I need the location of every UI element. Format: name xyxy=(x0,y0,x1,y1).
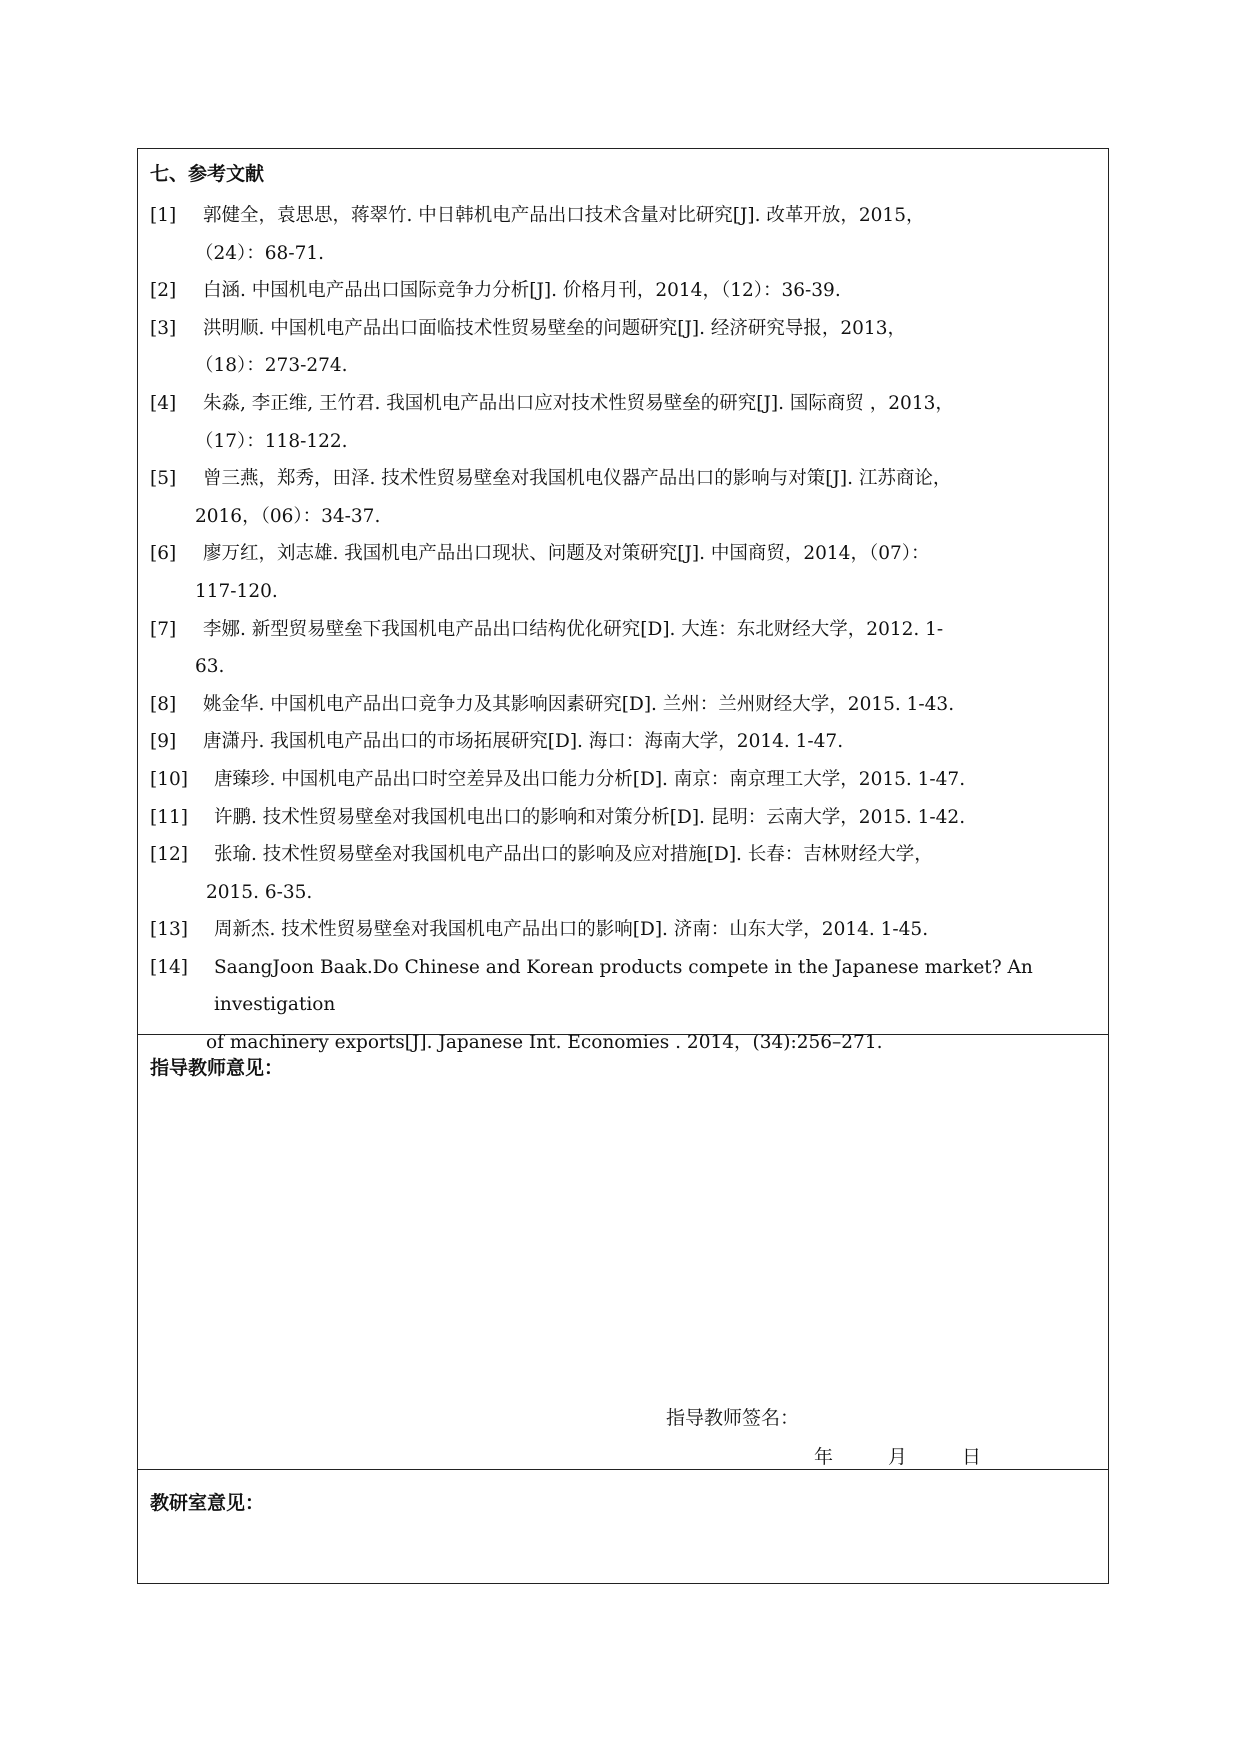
reference-number: [10] xyxy=(150,768,188,790)
reference-line-1: 李娜. 新型贸易壁垒下我国机电产品出口结构优化研究[D]. 大连：东北财经大学，2012. 1- xyxy=(203,618,944,640)
reference-line-1: 白涵. 中国机电产品出口国际竞争力分析[J]. 价格月刊，2014，（12）：36-39. xyxy=(203,280,841,302)
reference-line-1: 郭健全，袁思思，蒋翠竹. 中日韩机电产品出口技术含量对比研究[J]. 改革开放，2015， xyxy=(203,205,925,226)
reference-line-2: （17）：118-122. xyxy=(195,430,348,452)
reference-item xyxy=(150,723,1095,761)
reference-line-1: 廖万红，刘志雄. 我国机电产品出口现状、问题及对策研究[J]. 中国商贸，2014，（07）： xyxy=(203,543,930,565)
reference-text xyxy=(214,761,1095,799)
reference-number: [1] xyxy=(150,205,177,226)
reference-line-1: 曾三燕，郑秀，田泽. 技术性贸易壁垒对我国机电仪器产品出口的影响与对策[J]. 江苏商论， xyxy=(203,468,952,490)
reference-text xyxy=(203,723,1095,761)
reference-text xyxy=(195,611,1095,686)
reference-number: [11] xyxy=(150,806,188,828)
reference-line-2: （18）：273-274. xyxy=(195,355,348,377)
reference-line-1: 洪明顺. 中国机电产品出口面临技术性贸易壁垒的问题研究[J]. 经济研究导报，2013， xyxy=(203,317,906,339)
reference-number: [12] xyxy=(150,844,188,866)
references-list xyxy=(150,197,1095,1062)
references-section xyxy=(138,149,1108,1054)
reference-item xyxy=(150,799,1095,837)
reference-text xyxy=(203,272,1095,310)
reference-item xyxy=(150,310,1095,385)
reference-item xyxy=(150,535,1095,610)
reference-number: [13] xyxy=(150,919,188,941)
reference-number: [14] xyxy=(150,956,188,978)
form-frame xyxy=(137,148,1109,1584)
references-heading: 七、参考文献 xyxy=(150,163,265,185)
reference-line-1: 周新杰. 技术性贸易壁垒对我国机电产品出口的影响[D]. 济南：山东大学，2014. 1-45. xyxy=(214,919,929,941)
reference-item xyxy=(150,385,1095,460)
reference-line-2: 2015. 6-35. xyxy=(206,881,313,903)
day-label: 日 xyxy=(962,1446,982,1468)
reference-text xyxy=(195,385,1095,460)
reference-number: [5] xyxy=(150,468,177,490)
month-label: 月 xyxy=(888,1446,908,1468)
reference-item xyxy=(150,272,1095,310)
reference-line-2: 63. xyxy=(195,656,225,678)
reference-item xyxy=(150,911,1095,949)
reference-line-1: 唐潇丹. 我国机电产品出口的市场拓展研究[D]. 海口：海南大学，2014. 1-47. xyxy=(203,731,844,753)
reference-line-1: SaangJoon Baak.Do Chinese and Korean products compete in the Japanese market? An investigation xyxy=(214,956,1033,1016)
reference-number: [2] xyxy=(150,280,177,302)
reference-item xyxy=(150,611,1095,686)
advisor-signature-label: 指导教师签名： xyxy=(666,1407,800,1429)
reference-line-1: 朱淼, 李正维, 王竹君. 我国机电产品出口应对技术性贸易壁垒的研究[J]. 国际商贸 ，2013， xyxy=(203,392,954,414)
reference-line-1: 姚金华. 中国机电产品出口竞争力及其影响因素研究[D]. 兰州：兰州财经大学，2015. 1-43. xyxy=(203,693,955,715)
reference-item xyxy=(150,761,1095,799)
reference-number: [8] xyxy=(150,693,177,715)
advisor-opinion-section xyxy=(138,1035,1108,1470)
reference-text xyxy=(195,310,1095,385)
reference-text xyxy=(206,836,1095,911)
reference-line-1: 许鹏. 技术性贸易壁垒对我国机电出口的影响和对策分析[D]. 昆明：云南大学，2015. 1-42. xyxy=(214,806,966,828)
year-label: 年 xyxy=(814,1446,834,1468)
reference-text xyxy=(195,535,1095,610)
reference-item xyxy=(150,836,1095,911)
reference-text xyxy=(195,460,1095,535)
reference-number: [9] xyxy=(150,731,177,753)
reference-item xyxy=(150,460,1095,535)
reference-text xyxy=(203,686,1095,724)
reference-line-2: 2016，（06）：34-37. xyxy=(195,505,381,527)
reference-item xyxy=(150,686,1095,724)
reference-item xyxy=(150,197,1095,272)
teaching-office-heading: 教研室意见： xyxy=(150,1492,265,1514)
reference-line-2: （24）：68-71. xyxy=(195,242,325,264)
reference-line-2: 117-120. xyxy=(195,580,278,602)
reference-number: [4] xyxy=(150,392,177,414)
reference-number: [6] xyxy=(150,543,177,565)
reference-line-1: 唐臻珍. 中国机电产品出口时空差异及出口能力分析[D]. 南京：南京理工大学，2015. 1-47. xyxy=(214,768,966,790)
teaching-office-section xyxy=(138,1470,1108,1585)
reference-number: [7] xyxy=(150,618,177,640)
date-line xyxy=(814,1442,1036,1469)
reference-number: [3] xyxy=(150,317,177,339)
reference-text xyxy=(214,799,1095,837)
reference-line-1: 张瑜. 技术性贸易壁垒对我国机电产品出口的影响及应对措施[D]. 长春：吉林财经大学， xyxy=(214,844,933,866)
advisor-opinion-heading: 指导教师意见： xyxy=(150,1057,284,1079)
reference-text xyxy=(214,911,1095,949)
reference-line-2: of machinery exports[J]. Japanese Int. Economies . 2014，(34):256–271. xyxy=(206,1032,883,1054)
reference-text xyxy=(195,197,1095,272)
